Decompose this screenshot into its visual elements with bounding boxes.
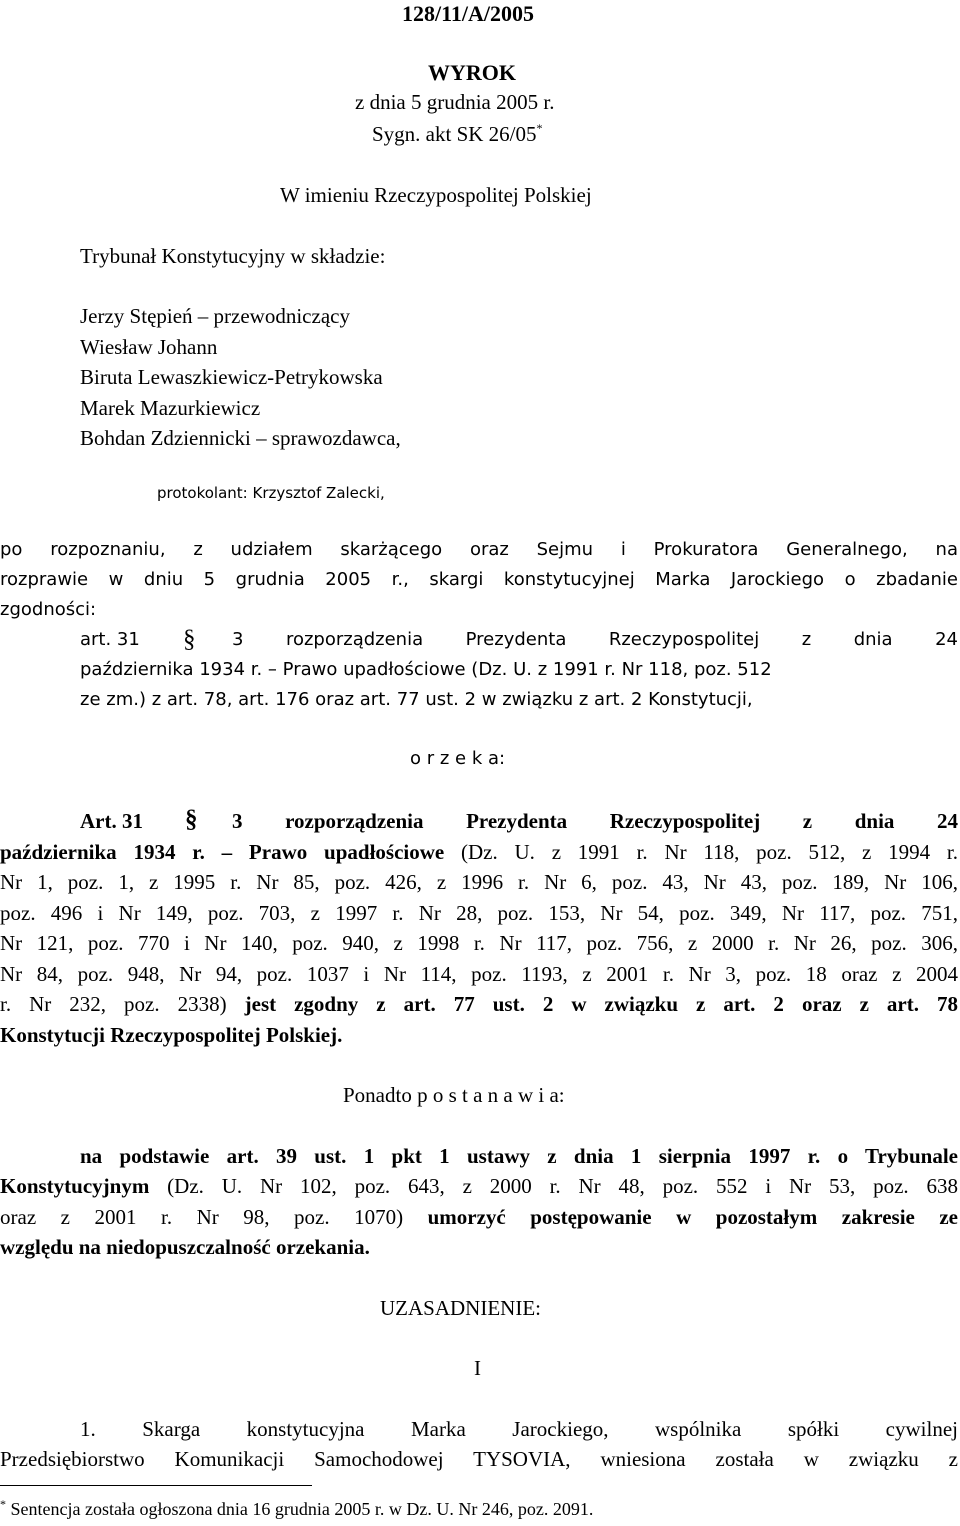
footnote-separator: [0, 1485, 312, 1486]
decision-bold-text: umorzyć postępowanie w pozostałym zakresie ze: [427, 1205, 959, 1229]
ruling-bold-text: jest zgodny z art. 77 ust. 2 w związku z art. 2 oraz z art. 78: [244, 992, 959, 1016]
decision-line: względu na niedopuszczalność orzekania.: [0, 1235, 370, 1259]
recital-line: rozprawie w dniu 5 grudnia 2005 r., skargi konstytucyjnej Marka Jarockiego o zbadanie: [0, 569, 958, 590]
recital-line: 3 rozporządzenia Prezydenta Rzeczypospolitej z dnia 24: [232, 629, 958, 650]
ruling-line: Art. 31: [80, 809, 143, 833]
invocation: W imieniu Rzeczypospolitej Polskiej: [280, 183, 592, 207]
ruling-text: r. Nr 232, poz. 2338): [0, 992, 245, 1016]
decision-bold-text: Konstytucyjnym: [0, 1174, 150, 1198]
section-sign: §: [185, 806, 198, 833]
decision-line: [0, 1207, 958, 1228]
decision-label: Ponadto p o s t a n a w i a:: [343, 1083, 565, 1107]
recital-line: zgodności:: [0, 599, 97, 620]
ruling-line: Konstytucji Rzeczypospolitej Polskiej.: [0, 1023, 343, 1047]
ruling-text: (Dz. U. z 1991 r. Nr 118, poz. 512, z 1994 r.: [444, 840, 958, 864]
footnote-reference: *: [536, 121, 543, 135]
justification-line: Przedsiębiorstwo Komunikacji Samochodowej TYSOVIA, wniesiona została w związku z: [0, 1447, 958, 1471]
decision-line: [0, 1176, 958, 1197]
recital-line: art. 31: [80, 629, 140, 650]
justification-heading: UZASADNIENIE:: [380, 1296, 541, 1320]
recital-line: po rozpoznaniu, z udziałem skarżącego oraz Sejmu i Prokuratora Generalnego, na: [0, 539, 958, 560]
ruling-line: poz. 496 i Nr 149, poz. 703, z 1997 r. Nr 28, poz. 153, Nr 54, poz. 349, Nr 117, poz. 751,: [0, 901, 958, 925]
clerk: protokolant: Krzysztof Zalecki,: [157, 484, 385, 502]
panel-heading: Trybunał Konstytucyjny w składzie:: [80, 244, 386, 268]
section-sign: §: [183, 626, 196, 653]
footnote: [0, 1497, 594, 1519]
panel-member: Wiesław Johann: [80, 335, 218, 359]
ruling-line: Nr 121, poz. 770 i Nr 140, poz. 940, z 1998 r. Nr 117, poz. 756, z 2000 r. Nr 26, poz. 306,: [0, 931, 958, 955]
ruling-line: Nr 84, poz. 948, Nr 94, poz. 1037 i Nr 114, poz. 1193, z 2001 r. Nr 3, poz. 18 oraz z 2004: [0, 962, 958, 986]
recital-line: października 1934 r. – Prawo upadłościowe (Dz. U. z 1991 r. Nr 118, poz. 512: [80, 659, 772, 680]
panel-member: Jerzy Stępień – przewodniczący: [80, 304, 350, 328]
ruling-label: o r z e k a:: [410, 748, 506, 769]
panel-member: Bohdan Zdziennicki – sprawozdawca,: [80, 426, 401, 450]
case-signature-text: Sygn. akt SK 26/05: [372, 122, 537, 146]
decision-text: (Dz. U. Nr 102, poz. 643, z 2000 r. Nr 48, poz. 552 i Nr 53, poz. 638: [149, 1174, 958, 1198]
ruling-line: Nr 1, poz. 1, z 1995 r. Nr 85, poz. 426, z 1996 r. Nr 6, poz. 43, Nr 43, poz. 189, Nr 106,: [0, 870, 958, 894]
case-reference: 128/11/A/2005: [402, 1, 535, 26]
document-title: WYROK: [428, 60, 516, 85]
judgment-date: z dnia 5 grudnia 2005 r.: [355, 90, 555, 114]
decision-line: na podstawie art. 39 ust. 1 pkt 1 ustawy z dnia 1 sierpnia 1997 r. o Trybunale: [80, 1144, 958, 1168]
footnote-mark: *: [0, 1497, 6, 1511]
ruling-bold-text: października 1934 r. – Prawo upadłościowe: [0, 840, 445, 864]
panel-member: Biruta Lewaszkiewicz-Petrykowska: [80, 365, 383, 389]
ruling-line: [0, 994, 958, 1015]
panel-member: Marek Mazurkiewicz: [80, 396, 261, 420]
ruling-line: [0, 842, 958, 863]
decision-text: oraz z 2001 r. Nr 98, poz. 1070): [0, 1205, 428, 1229]
ruling-line: 3 rozporządzenia Prezydenta Rzeczypospolitej z dnia 24: [232, 809, 958, 833]
footnote-text: Sentencja została ogłoszona dnia 16 grudnia 2005 r. w Dz. U. Nr 246, poz. 2091.: [6, 1499, 594, 1519]
justification-line: 1. Skarga konstytucyjna Marka Jarockiego, wspólnika spółki cywilnej: [80, 1417, 958, 1441]
recital-line: ze zm.) z art. 78, art. 176 oraz art. 77 ust. 2 w związku z art. 2 Konstytucji,: [80, 689, 753, 710]
part-number: I: [474, 1356, 481, 1380]
case-signature: [372, 121, 543, 146]
